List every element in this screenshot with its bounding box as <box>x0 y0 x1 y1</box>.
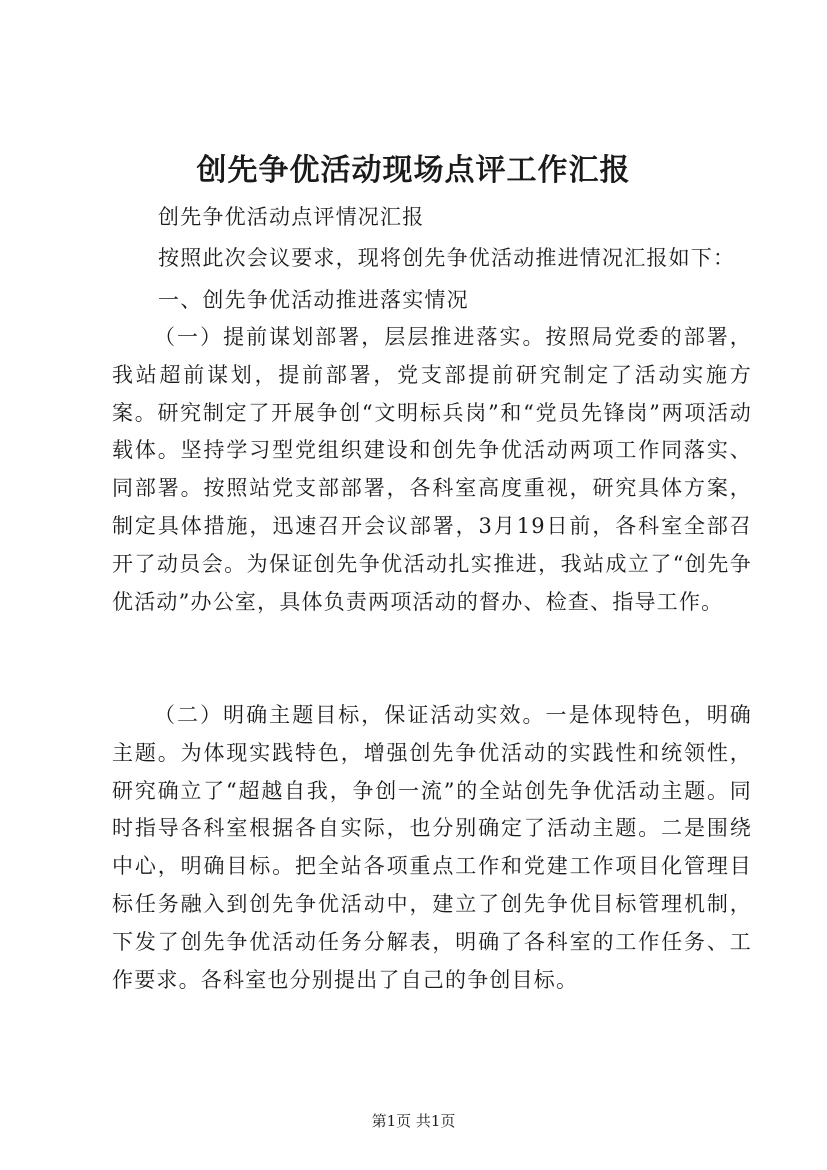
page-footer: 第1页 共1页 <box>371 1112 456 1130</box>
document-title: 创先争优活动现场点评工作汇报 <box>196 153 631 188</box>
intro-line: 按照此次会议要求，现将创先争优活动推进情况汇报如下： <box>158 246 736 270</box>
document-subtitle: 创先争优活动点评情况汇报 <box>158 205 425 229</box>
paragraph-1: （一）提前谋划部署，层层推进落实。按照局党委的部署，我站超前谋划，提前部署，党支部提前研究制定了活动实施方案。研究制定了开展争创“文明标兵岗”和“党员先锋岗”两项活动载体。坚持学习型党组织建设和创先争优活动两项工作同落实、同部署。按照站党支部部署，各科室高度重视，研究具体方案，制定具体措施，迅速召开会议部署，3月19日前，各科室全部召开了动员会。为保证创先争优活动扎实推进，我站成立了“创先争优活动”办公室，具体负责两项活动的督办、检查、指导工作。 <box>112 325 752 614</box>
paragraph-2: （二）明确主题目标，保证活动实效。一是体现特色，明确主题。为体现实践特色，增强创先争优活动的实践性和统领性，研究确立了“超越自我，争创一流”的全站创先争优活动主题。同时指导各科室根据各自实际，也分别确定了活动主题。二是围绕中心，明确目标。把全站各项重点工作和党建工作项目化管理目标任务融入到创先争优活动中，建立了创先争优目标管理机制，下发了创先争优活动任务分解表，明确了各科室的工作任务、工作要求。各科室也分别提出了自己的争创目标。 <box>112 703 752 992</box>
section-heading: 一、创先争优活动推进落实情况 <box>158 288 469 312</box>
